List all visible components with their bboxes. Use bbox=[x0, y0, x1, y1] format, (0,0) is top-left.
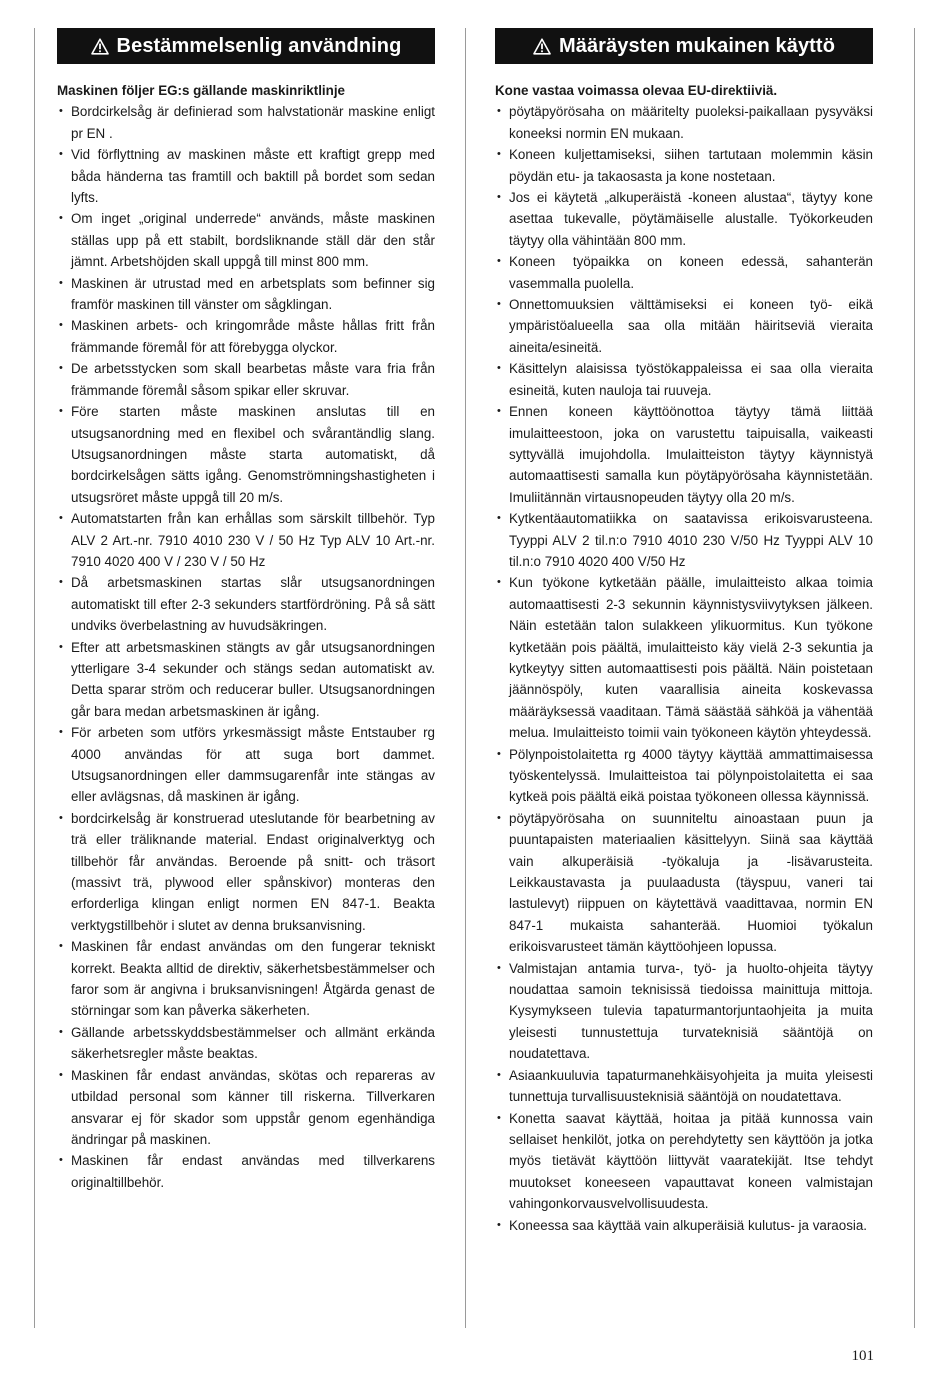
list-item: • Maskinen arbets- och kringområde måste hållas fritt från främmande föremål för att förebygga olyckor. bbox=[57, 315, 435, 358]
section-heading-text: Bestämmelsenlig användning bbox=[116, 34, 402, 57]
section-intro: Kone vastaa voimassa olevaa EU-direktiiviä. bbox=[495, 83, 778, 98]
warning-triangle-icon bbox=[91, 38, 109, 55]
list-item: • Då arbetsmaskinen startas slår utsugsanordningen automatiskt till efter 2-3 sekunders startfördröning. På så sätt undviks överbelastning av huvudsäkringen. bbox=[57, 572, 435, 636]
right-margin-rule bbox=[914, 28, 915, 1328]
list-item: • Valmistajan antamia turva-, työ- ja huolto-ohjeita täytyy noudattaa samoin teknisissä tiedoissa mainittuja mittoja. Kysymykseen tulevia tapaturmantorjuntaohjeita ja muita yleisesti tunnustettuja turvateknisiä sääntöjä on noudatettava. bbox=[495, 958, 873, 1065]
list-item: • Maskinen får endast användas om den fungerar tekniskt korrekt. Beakta alltid de direktiv, säkerhetsbestämmelser och faror som är angivna i bruksanvisningen! Åtgärda genast de störningar som kan påverka säkerheten. bbox=[57, 936, 435, 1022]
swedish-column bbox=[57, 28, 435, 1193]
list-item: • Pölynpoistolaitetta rg 4000 täytyy käyttää ammattimaisessa työskentelyssä. Imulaitteistoa tai pölynpoistolaitetta ei saa kytkeä pois päältä eikä poistaa työkoneen ollessa käynnissä. bbox=[495, 744, 873, 808]
list-item: • Koneen työpaikka on koneen edessä, sahanterän vasemmalla puolella. bbox=[495, 251, 873, 294]
section-heading-text: Määräysten mukainen käyttö bbox=[558, 34, 836, 57]
list-item: • pöytäpyörösaha on suunniteltu ainoastaan puun ja puuntapaisten materiaalien käsittelyyn. Siinä saa käyttää vain alkuperäisiä -työkaluja ja -lisävarusteita. Leikkaustavasta ja puulaadusta (täyspuu, vaneri tai lastulevyt) riippuen on käytettävä vaadittavaa, normin EN 847-1 mukaista sahanterää. Huomioi työkalun erikoisvarusteet tämän käyttöohjeen lopussa. bbox=[495, 808, 873, 958]
list-item: • Maskinen får endast användas, skötas och repareras av utbildad personal som känner till riskerna. Tillverkaren ansvarar ej för skador som uppstår genom egenhändiga ändringar på maskinen. bbox=[57, 1065, 435, 1151]
list-item: • Bordcirkelsåg är definierad som halvstationär maskine enligt pr EN . bbox=[57, 101, 435, 144]
list-item: • Koneen kuljettamiseksi, siihen tartutaan molemmin käsin pöydän etu- ja takaosasta ja kone nostetaan. bbox=[495, 144, 873, 187]
bullet-list bbox=[495, 101, 873, 1236]
warning-triangle-icon bbox=[533, 38, 551, 55]
page-number: 101 bbox=[851, 1348, 874, 1364]
list-item: • Kytkentäautomatiikka on saatavissa erikoisvarusteena. Tyyppi ALV 2 til.n:o 7910 4010 230 V/50 Hz Tyyppi ALV 10 til.n:o 7910 4020 400 V/50 Hz bbox=[495, 508, 873, 572]
list-item: • Koneessa saa käyttää vain alkuperäisiä kulutus- ja varaosia. bbox=[495, 1215, 873, 1236]
left-margin-rule bbox=[34, 28, 35, 1328]
finnish-column bbox=[495, 28, 873, 1236]
list-item: • Maskinen är utrustad med en arbetsplats som befinner sig framför maskinen till vänster om sågklingan. bbox=[57, 273, 435, 316]
list-item: • Maskinen får endast användas med tillverkarens originaltillbehör. bbox=[57, 1150, 435, 1193]
section-intro: Maskinen följer EG:s gällande maskinriktlinje bbox=[57, 83, 345, 98]
section-heading-swedish bbox=[57, 28, 435, 64]
column-divider-rule bbox=[465, 28, 466, 1328]
list-item: • Före starten måste maskinen anslutas till en utsugsanordning med en flexibel och svårantändlig slang. Utsugsanordningen måste starta automatiskt, då bordcirkelsågen sätts igång. Genomströmningshastigheten i utsugsröret måste uppgå till 20 m/s. bbox=[57, 401, 435, 508]
list-item: • Onnettomuuksien välttämiseksi ei koneen työ- eikä ympäristöalueella saa olla mitään häiritseviä vieraita aineita/esineitä. bbox=[495, 294, 873, 358]
list-item: • Ennen koneen käyttöönottoa täytyy tämä liittää imulaitteestoon, joka on varustettu taipuisalla, vaikeasti syttyvällä imujohdolla. Imulaitteiston täytyy käynnistyä automaattisesti samalla kun pöytäpyörösaha käynnistetään. Imuliitännän virtausnopeuden täytyy olla 20 m/s. bbox=[495, 401, 873, 508]
section-heading-finnish bbox=[495, 28, 873, 64]
list-item: • De arbetsstycken som skall bearbetas måste vara fria från främmande föremål såsom spikar eller skruvar. bbox=[57, 358, 435, 401]
list-item: • För arbeten som utförs yrkesmässigt måste Entstauber rg 4000 användas för att suga bort dammet. Utsugsanordningen eller dammsugarenfår inte stängas av eller avlägsnas, då maskinen är igång. bbox=[57, 722, 435, 808]
list-item: • Automatstarten från kan erhållas som särskilt tillbehör. Typ ALV 2 Art.-nr. 7910 4010 230 V / 50 Hz Typ ALV 10 Art.-nr. 7910 4020 400 V / 230 V / 50 Hz bbox=[57, 508, 435, 572]
list-item: • Käsittelyn alaisissa työstökappaleissa ei saa olla vieraita esineitä, kuten nauloja tai ruuveja. bbox=[495, 358, 873, 401]
list-item: • Jos ei käytetä „alkuperäistä -koneen alustaa“, täytyy kone asettaa tukevalle, pöytämäiselle alustalle. Työkorkeuden täytyy olla vähintään 800 mm. bbox=[495, 187, 873, 251]
list-item: • Vid förflyttning av maskinen måste ett kraftigt grepp med båda händerna tas framtill och baktill på bordet som sedan lyfts. bbox=[57, 144, 435, 208]
list-item: • Konetta saavat käyttää, hoitaa ja pitää kunnossa vain sellaiset henkilöt, jotka on perehdytetty sen käyttöön ja jotka myös tietävät käyttöön liittyvät vaaratekijät. Itse tehdyt muutokset koneeseen vapauttavat koneen valmistajan vahingonkorvausvelvollisuudesta. bbox=[495, 1108, 873, 1215]
list-item: • pöytäpyörösaha on määritelty puoleksi-paikallaan pysyväksi koneeksi normin EN mukaan. bbox=[495, 101, 873, 144]
list-item: • Kun työkone kytketään päälle, imulaitteisto alkaa toimia automaattisesti 2-3 sekunnin käynnistysviivytyksen jälkeen. Näin estetään talon sulakkeen ylikuormitus. Kun työkone kytketään pois päältä, imulaitteisto käy vielä 2-3 sekuntia ja kytkeytyy sitten automaattisesti pois päältä. Näin poistetaan jäännöspöly, kuten vaarallisia aineita koskevassa määräyksessä vaaditaan. Tämä säästää sähköä ja vähentää melua. Imulaitteisto toimii vain työkoneen käytön yhteydessä. bbox=[495, 572, 873, 743]
list-item: • Gällande arbetsskyddsbestämmelser och allmänt erkända säkerhetsregler måste beaktas. bbox=[57, 1022, 435, 1065]
bullet-list bbox=[57, 101, 435, 1193]
list-item: • Om inget „original underrede“ används, måste maskinen ställas upp på ett stabilt, bordsliknande ställ där den står jämnt. Arbetshöjden skall uppgå till minst 800 mm. bbox=[57, 208, 435, 272]
list-item: • bordcirkelsåg är konstruerad uteslutande för bearbetning av trä eller träliknande material. Endast originalverktyg och tillbehör får användas. Beroende på snitt- och träsort (massivt trä, plywood eller spånskivor) monteras den erforderliga klingan enligt normen EN 847-1. Beakta verktygstillbehör i slutet av denna bruksanvisning. bbox=[57, 808, 435, 936]
list-item: • Asiaankuuluvia tapaturmanehkäisyohjeita ja muita yleisesti tunnettuja turvallisuusteknisiä sääntöjä on noudatettava. bbox=[495, 1065, 873, 1108]
list-item: • Efter att arbetsmaskinen stängts av går utsugsanordningen ytterligare 3-4 sekunder och stängs sedan automatiskt av. Detta sparar ström och reducerar buller. Utsugsanordningen går bara medan arbetsmaskinen är igång. bbox=[57, 637, 435, 723]
